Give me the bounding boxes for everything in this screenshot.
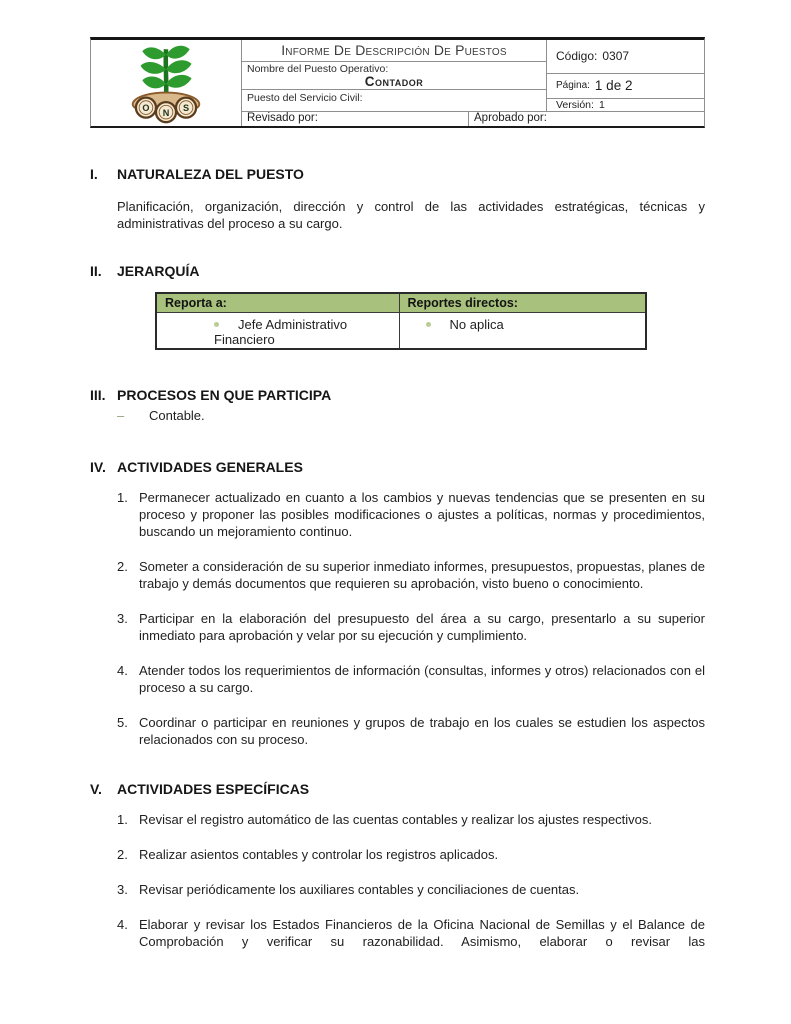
section-title: JERARQUÍA — [117, 263, 200, 279]
section-heading — [90, 166, 705, 183]
operative-post-label: Nombre del Puesto Operativo: — [247, 63, 389, 75]
code-row — [547, 40, 704, 74]
logo-leaf — [166, 46, 190, 59]
section-heading — [90, 387, 705, 404]
list-item-number: 3. — [117, 611, 128, 626]
section-number: II. — [90, 263, 102, 279]
section-title: NATURALEZA DEL PUESTO — [117, 166, 304, 182]
operative-post-field — [242, 62, 546, 90]
header-right-column — [547, 40, 704, 111]
list-item-text: Someter a consideración de su superior inmediato informes, presupuestos, propuestas, planes de trabajo y demás documentos que requieren su aprobación, visto bueno o conocimiento. — [139, 559, 705, 591]
reviewed-by-cell: Revisado por: — [242, 112, 469, 126]
section-actividades-especificas — [90, 781, 705, 950]
logo-leaf — [142, 47, 166, 59]
list-item-number: 4. — [117, 663, 128, 678]
reporta-cell — [156, 313, 399, 350]
list-item-number: 2. — [117, 847, 128, 862]
section-number: V. — [90, 781, 102, 797]
list-item — [117, 916, 705, 950]
list-item-text: Coordinar o participar en reuniones y grupos de trabajo en los cuales se estudien los aspectos relacionados con su proceso. — [139, 715, 705, 747]
list-item-number: 2. — [117, 559, 128, 574]
section-body-paragraph: Planificación, organización, dirección y control de las actividades estratégicas, técnicas y administrativas del proceso a su cargo. — [117, 199, 705, 231]
code-value: 0307 — [602, 49, 630, 64]
list-item — [117, 881, 705, 898]
logo-letter-n: N — [162, 107, 170, 118]
column-header-reporta: Reporta a: — [156, 293, 399, 313]
header-table — [90, 37, 705, 128]
section-title: ACTIVIDADES ESPECÍFICAS — [117, 781, 310, 797]
header-middle-column — [242, 40, 547, 111]
section-heading — [90, 263, 705, 280]
list-item-text: Contable. — [149, 408, 205, 423]
reporta-value: Jefe Administrativo Financiero — [214, 317, 348, 347]
section-actividades-generales — [90, 459, 705, 748]
list-item — [117, 489, 705, 540]
list-item-text: Revisar el registro automático de las cuentas contables y realizar los ajustes respectivos. — [139, 812, 653, 827]
list-item — [117, 846, 705, 863]
logo-leaf — [140, 62, 166, 74]
section-procesos — [90, 387, 705, 424]
section-number: IV. — [90, 459, 106, 475]
table-header-row — [156, 293, 646, 313]
page-row — [547, 74, 704, 99]
list-item-text: Revisar periódicamente los auxiliares contables y conciliaciones de cuentas. — [139, 882, 580, 897]
list-item-text: Atender todos los requerimientos de información (consultas, informes y otros) relacionados con el proceso a su cargo. — [139, 663, 705, 695]
list-item-number: 3. — [117, 882, 128, 897]
list-item-text: Elaborar y revisar los Estados Financieros de la Oficina Nacional de Semillas y el Balance de Comprobación y verificar su razonabilidad. Asimismo, elaborar o revisar las — [139, 917, 705, 949]
civil-service-field — [242, 90, 546, 111]
logo-letter-o: O — [142, 103, 150, 114]
list-item — [117, 662, 705, 696]
logo-cell — [91, 40, 242, 126]
table-row — [156, 313, 646, 350]
document-title: Informe De Descripción De Puestos — [242, 40, 546, 62]
logo-plant-stem — [166, 49, 167, 95]
civil-service-label: Puesto del Servicio Civil: — [247, 92, 363, 104]
list-item — [117, 610, 705, 644]
page-value: 1 de 2 — [594, 78, 633, 94]
version-value: 1 — [598, 99, 605, 111]
list-item-text: Realizar asientos contables y controlar los registros aplicados. — [139, 847, 499, 862]
logo-letter-s: S — [183, 103, 190, 114]
section-heading — [90, 781, 705, 798]
approved-by-cell: Aprobado por: — [474, 112, 547, 124]
logo-leaf — [166, 60, 192, 73]
list-item-number: 5. — [117, 715, 128, 730]
list-item-number: 4. — [117, 917, 128, 932]
bullet-icon — [426, 322, 431, 327]
jerarquia-table — [155, 292, 647, 350]
list-item — [117, 407, 705, 424]
section-heading — [90, 459, 705, 476]
logo-leaf — [166, 75, 192, 88]
operative-post-value: Contador — [364, 74, 424, 89]
version-label: Versión: — [556, 99, 594, 111]
header-main — [242, 40, 704, 126]
version-row — [547, 99, 704, 111]
list-item — [117, 558, 705, 592]
reportes-cell — [399, 313, 646, 350]
column-header-reportes: Reportes directos: — [399, 293, 646, 313]
logo-leaf — [142, 77, 166, 89]
ons-logo — [120, 42, 212, 124]
reportes-value: No aplica — [449, 317, 504, 332]
header-top — [242, 40, 704, 111]
list-item — [117, 714, 705, 748]
section-title: ACTIVIDADES GENERALES — [117, 459, 303, 475]
list-item-text: Participar en la elaboración del presupuesto del área a su cargo, presentarlo a su superior inmediato para aprobación y velar por su ejecución y cumplimiento. — [139, 611, 705, 643]
code-label: Código: — [556, 49, 598, 64]
section-jerarquia — [90, 263, 705, 350]
list-item-number: 1. — [117, 812, 128, 827]
list-item — [117, 811, 705, 828]
signature-row — [242, 111, 704, 126]
bullet-icon — [214, 322, 219, 327]
section-title: PROCESOS EN QUE PARTICIPA — [117, 387, 332, 403]
dash-bullet-icon: – — [117, 408, 125, 423]
list-item-text: Permanecer actualizado en cuanto a los cambios y nuevas tendencias que se presenten en su proceso y proponer las posibles modificaciones o ajustes a políticas, normas y procedimientos, buscando un mejoramiento continuo. — [139, 490, 705, 539]
section-number: I. — [90, 166, 98, 182]
page-label: Página: — [556, 80, 590, 92]
section-naturaleza — [90, 166, 705, 232]
list-item-number: 1. — [117, 490, 128, 505]
section-number: III. — [90, 387, 106, 403]
